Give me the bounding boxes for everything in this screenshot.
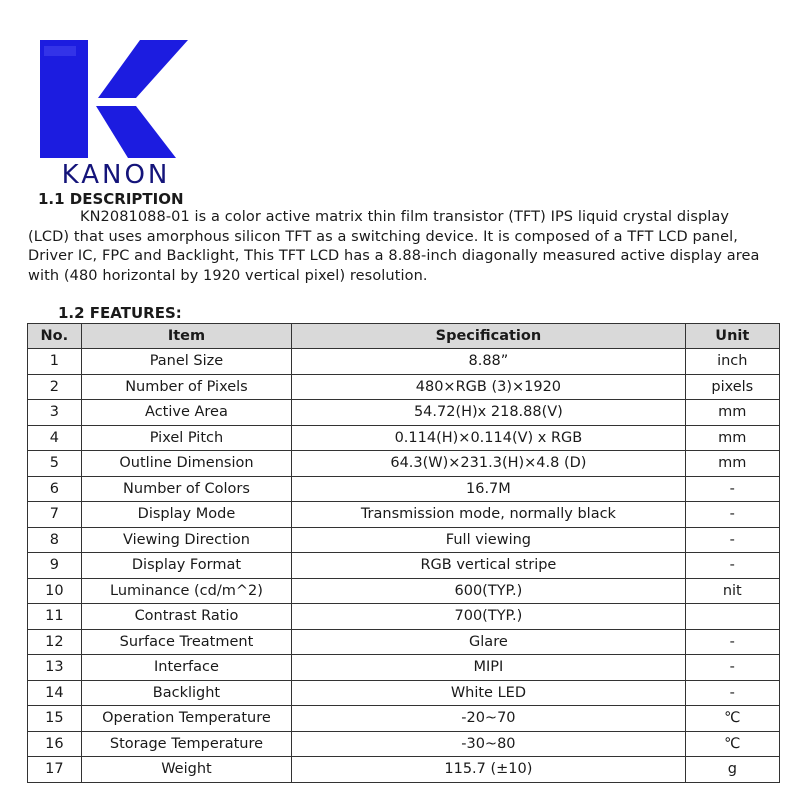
cell-no: 9 xyxy=(28,553,82,579)
cell-item: Weight xyxy=(81,757,292,783)
cell-unit: g xyxy=(685,757,779,783)
cell-unit: - xyxy=(685,476,779,502)
table-row xyxy=(28,553,780,579)
cell-specification: 16.7M xyxy=(292,476,685,502)
table-row xyxy=(28,451,780,477)
table-row xyxy=(28,374,780,400)
cell-item: Storage Temperature xyxy=(81,731,292,757)
cell-item: Contrast Ratio xyxy=(81,604,292,630)
table-row xyxy=(28,578,780,604)
cell-item: Display Format xyxy=(81,553,292,579)
cell-no: 17 xyxy=(28,757,82,783)
cell-no: 12 xyxy=(28,629,82,655)
table-row xyxy=(28,502,780,528)
table-row xyxy=(28,680,780,706)
cell-item: Viewing Direction xyxy=(81,527,292,553)
cell-no: 1 xyxy=(28,349,82,375)
cell-unit: nit xyxy=(685,578,779,604)
cell-specification: 0.114(H)×0.114(V) x RGB xyxy=(292,425,685,451)
description-paragraph: KN2081088-01 is a color active matrix thin film transistor (TFT) IPS liquid crystal display (LCD) that uses amorphous silicon TFT as a switching device. It is composed of a TFT LCD panel, Driver IC, FPC and Backlight, This TFT LCD has a 8.88-inch diagonally measured active display area with (480 horizontal by 1920 vertical pixel) resolution. xyxy=(28,209,760,284)
cell-unit: mm xyxy=(685,451,779,477)
cell-specification: 8.88” xyxy=(292,349,685,375)
cell-item: Active Area xyxy=(81,400,292,426)
cell-no: 3 xyxy=(28,400,82,426)
cell-no: 16 xyxy=(28,731,82,757)
cell-specification: 54.72(H)x 218.88(V) xyxy=(292,400,685,426)
section-description-title: 1.1 DESCRIPTION xyxy=(38,190,184,208)
cell-specification: Glare xyxy=(292,629,685,655)
table-row xyxy=(28,400,780,426)
table-row xyxy=(28,731,780,757)
cell-no: 13 xyxy=(28,655,82,681)
cell-item: Outline Dimension xyxy=(81,451,292,477)
cell-specification: 115.7 (±10) xyxy=(292,757,685,783)
cell-unit: mm xyxy=(685,425,779,451)
cell-no: 5 xyxy=(28,451,82,477)
cell-unit: mm xyxy=(685,400,779,426)
table-row xyxy=(28,527,780,553)
cell-no: 15 xyxy=(28,706,82,732)
table-row xyxy=(28,757,780,783)
cell-specification: -30~80 xyxy=(292,731,685,757)
header-unit: Unit xyxy=(685,324,779,349)
cell-no: 14 xyxy=(28,680,82,706)
cell-item: Panel Size xyxy=(81,349,292,375)
cell-specification: White LED xyxy=(292,680,685,706)
cell-no: 11 xyxy=(28,604,82,630)
cell-item: Display Mode xyxy=(81,502,292,528)
cell-no: 7 xyxy=(28,502,82,528)
table-header-row xyxy=(28,324,780,349)
header-item: Item xyxy=(81,324,292,349)
cell-unit: ℃ xyxy=(685,706,779,732)
cell-unit: - xyxy=(685,502,779,528)
cell-no: 2 xyxy=(28,374,82,400)
cell-no: 4 xyxy=(28,425,82,451)
cell-specification: 480×RGB (3)×1920 xyxy=(292,374,685,400)
cell-specification: 600(TYP.) xyxy=(292,578,685,604)
cell-item: Backlight xyxy=(81,680,292,706)
logo-wordmark: KANON xyxy=(61,160,171,190)
cell-unit: ℃ xyxy=(685,731,779,757)
table-row xyxy=(28,655,780,681)
cell-unit: pixels xyxy=(685,374,779,400)
cell-no: 10 xyxy=(28,578,82,604)
features-table-body xyxy=(28,349,780,783)
cell-unit: - xyxy=(685,553,779,579)
cell-specification: MIPI xyxy=(292,655,685,681)
table-row xyxy=(28,629,780,655)
cell-specification: Transmission mode, normally black xyxy=(292,502,685,528)
table-row xyxy=(28,604,780,630)
cell-specification: 64.3(W)×231.3(H)×4.8 (D) xyxy=(292,451,685,477)
cell-item: Pixel Pitch xyxy=(81,425,292,451)
cell-unit xyxy=(685,604,779,630)
cell-specification: Full viewing xyxy=(292,527,685,553)
cell-specification: 700(TYP.) xyxy=(292,604,685,630)
cell-item: Surface Treatment xyxy=(81,629,292,655)
cell-unit: - xyxy=(685,680,779,706)
cell-unit: - xyxy=(685,527,779,553)
cell-item: Interface xyxy=(81,655,292,681)
cell-item: Number of Pixels xyxy=(81,374,292,400)
cell-item: Operation Temperature xyxy=(81,706,292,732)
features-table xyxy=(27,323,780,783)
cell-unit: - xyxy=(685,629,779,655)
cell-no: 8 xyxy=(28,527,82,553)
cell-specification: RGB vertical stripe xyxy=(292,553,685,579)
cell-specification: -20~70 xyxy=(292,706,685,732)
table-row xyxy=(28,349,780,375)
table-row xyxy=(28,476,780,502)
table-row xyxy=(28,425,780,451)
table-row xyxy=(28,706,780,732)
cell-no: 6 xyxy=(28,476,82,502)
cell-item: Luminance (cd/m^2) xyxy=(81,578,292,604)
cell-unit: inch xyxy=(685,349,779,375)
header-no: No. xyxy=(28,324,82,349)
cell-unit: - xyxy=(685,655,779,681)
cell-item: Number of Colors xyxy=(81,476,292,502)
section-features-title: 1.2 FEATURES: xyxy=(58,304,182,322)
k-logo-icon xyxy=(36,36,196,166)
header-specification: Specification xyxy=(292,324,685,349)
